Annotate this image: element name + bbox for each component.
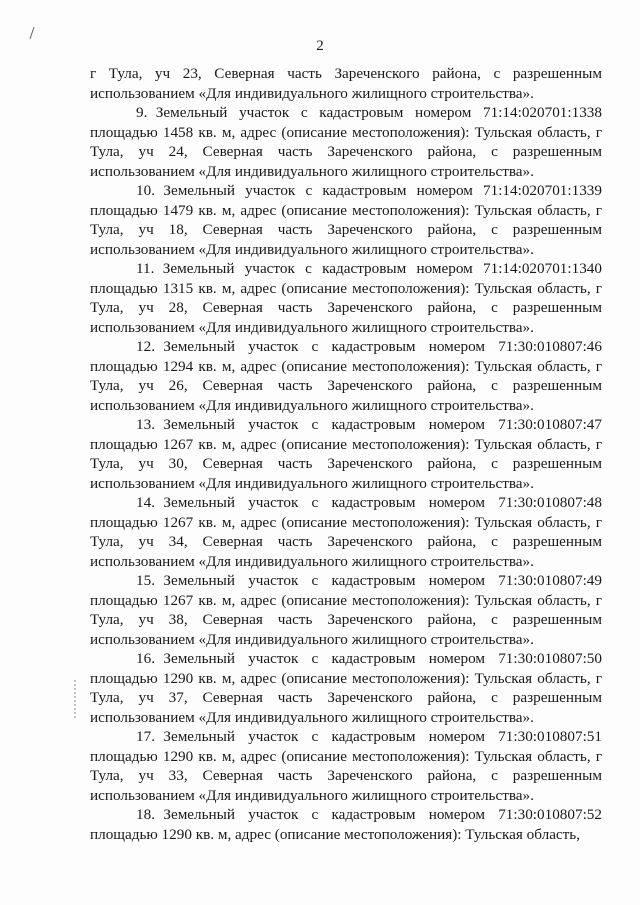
item-text: Земельный участок с кадастровым номером 71:30:010807:47 площадью 1267 кв. м, адрес (описание местоположения): Тульская область, г Тула, уч 30, Северная часть Зареченского района, с разрешенным использованием «Для индивидуального жилищного строительства». [90,416,602,492]
list-item [90,415,602,493]
item-text: Земельный участок с кадастровым номером 71:30:010807:49 площадью 1267 кв. м, адрес (описание местоположения): Тульская область, г Тула, уч 38, Северная часть Зареченского района, с разрешенным использованием «Для индивидуального жилищного строительства». [90,572,602,648]
item-text: Земельный участок с кадастровым номером 71:30:010807:48 площадью 1267 кв. м, адрес (описание местоположения): Тульская область, г Тула, уч 34, Северная часть Зареченского района, с разрешенным использованием «Для индивидуального жилищного строительства». [90,494,602,570]
list-item [90,259,602,337]
item-text: Земельный участок с кадастровым номером 71:30:010807:46 площадью 1294 кв. м, адрес (описание местоположения): Тульская область, г Тула, уч 26, Северная часть Зареченского района, с разрешенным использованием «Для индивидуального жилищного строительства». [90,338,602,414]
item-text: Земельный участок с кадастровым номером 71:30:010807:52 площадью 1290 кв. м, адрес (описание местоположения): Тульская область, [90,806,602,843]
item-number: 17. [136,728,155,745]
item-text: Земельный участок с кадастровым номером 71:14:020701:1340 площадью 1315 кв. м, адрес (описание местоположения): Тульская область, г Тула, уч 28, Северная часть Зареченского района, с разрешенным использованием «Для индивидуального жилищного строительства». [90,260,602,336]
list-item [90,571,602,649]
list-item [90,493,602,571]
intro-paragraph: г Тула, уч 23, Северная часть Зареченского района, с разрешенным использованием «Для индивидуального жилищного строительства». [90,65,602,102]
binding-mark-icon [73,680,77,720]
item-text: Земельный участок с кадастровым номером 71:30:010807:51 площадью 1290 кв. м, адрес (описание местоположения): Тульская область, г Тула, уч 33, Северная часть Зареченского района, с разрешенным использованием «Для индивидуального жилищного строительства». [90,728,602,804]
item-number: 9. [136,104,148,121]
list-item [90,103,602,181]
item-text: Земельный участок с кадастровым номером 71:14:020701:1338 площадью 1458 кв. м, адрес (описание местоположения): Тульская область, г Тула, уч 24, Северная часть Зареченского района, с разрешенным использованием «Для индивидуального жилищного строительства». [90,104,602,180]
item-number: 13. [136,416,155,433]
item-number: 12. [136,338,155,355]
item-number: 11. [136,260,155,277]
item-text: Земельный участок с кадастровым номером 71:14:020701:1339 площадью 1479 кв. м, адрес (описание местоположения): Тульская область, г Тула, уч 18, Северная часть Зареченского района, с разрешенным использованием «Для индивидуального жилищного строительства». [90,182,602,258]
item-number: 14. [136,494,155,511]
item-number: 16. [136,650,155,667]
page-number: 2 [316,38,324,54]
item-text: Земельный участок с кадастровым номером 71:30:010807:50 площадью 1290 кв. м, адрес (описание местоположения): Тульская область, г Тула, уч 37, Северная часть Зареченского района, с разрешенным использованием «Для индивидуального жилищного строительства». [90,650,602,726]
item-number: 10. [136,182,155,199]
document-body [90,64,602,844]
list-item [90,727,602,805]
item-number: 18. [136,806,155,823]
item-number: 15. [136,572,155,589]
list-item [90,805,602,844]
list-item [90,181,602,259]
list-item [90,649,602,727]
list-item [90,337,602,415]
